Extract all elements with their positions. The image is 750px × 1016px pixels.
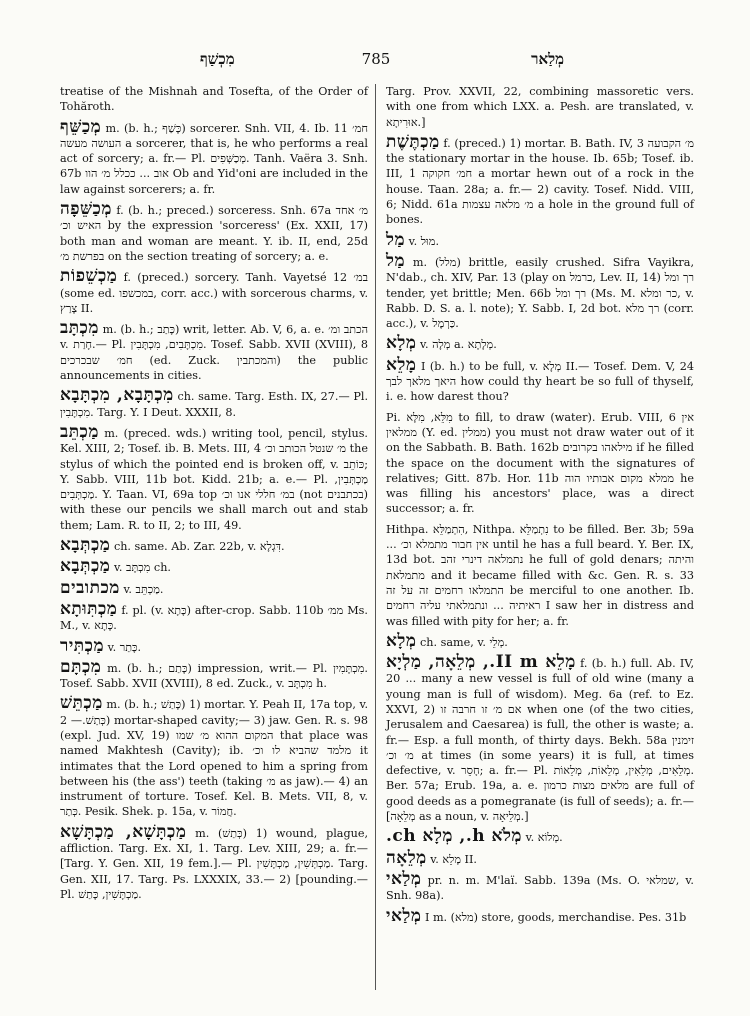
dictionary-entry <box>386 826 694 847</box>
dictionary-entry <box>60 556 368 577</box>
entry-headword: מְכַשֵּׁפָה <box>60 199 112 220</box>
column-divider <box>375 84 376 990</box>
dictionary-entry <box>386 333 694 354</box>
entry-definition: m. (b. h.; כָּתַשׁ) 1) mortar. Y. Peah II, 17a top, v. כְּתַשׁ.— 2) mortar-shaped cavity;— 3) jaw. Gen. R. s. 98 (expl. Jud. XV, 19) המקום ההוא מ׳ שמו that place was named Makhtesh (Cavity); ib. מלמד שהביא לו וכ׳ it intimates that the Lord opened to him a spring from between his (the ass') teeth (taking מ׳ as jaw).— 4) an instrument of torture. Tosef. Kel. B. Mets. VII, 8, v. כְּתַר. Pesik. Shek. p. 15a, v. חֲמוֹר. <box>60 698 369 819</box>
entry-headword: מִכְתָּם <box>60 656 102 677</box>
page-number: 785 <box>361 50 391 68</box>
entry-headword: מַכְתִּוּתָא <box>60 598 118 619</box>
entry-headword: מְלַאי <box>386 905 422 926</box>
entry-definition: v. מַכְתֵּב. <box>123 582 164 596</box>
dictionary-entry <box>386 630 694 651</box>
entry-headword: מְכַשֵּׁף <box>60 116 102 137</box>
entry-definition: v. מְלָה a. מְלָתָא. <box>420 338 497 352</box>
dictionary-entry <box>386 847 694 868</box>
dictionary-entry <box>386 410 694 517</box>
left-entries <box>60 116 369 903</box>
dictionary-entry <box>60 385 368 420</box>
entry-headword: מְלָא <box>386 630 417 651</box>
dictionary-entry <box>60 116 368 197</box>
entry-definition: v. כָּתַר. <box>107 640 142 654</box>
dictionary-entry <box>60 693 369 819</box>
entry-headword: מַכְתֶּשֶׁת <box>386 131 440 152</box>
left-column-intro: treatise of the Mishnah and Tosefta, of the Order of Tohăroth. <box>60 85 368 114</box>
entry-definition: m. (b. h.; כָּשַׁף) sorcerer. Snh. VII, 4. Ib. 11 חמ׳ העושה מעשה a sorcerer, that is, he who performs a real act of sorcery; a. fr.— Pl. מְכַשְּׁפִים. Tanh. Vaëra 3. Snh. 67b אוב ... ככלל מ׳ הוו Ob and Yid'oni are included in the law against sorcerers; a. fr. <box>60 121 368 196</box>
entry-definition: Pi. מִלֵּא, מִלָּא to fill, to draw (water). Erub. VIII, 6 אין ממלאין (Y. ed. ממלין) you must not draw water out of it on the Sabbath. B. Bath. 162b מילאהו בקרובים if he filled the space on the document with the signatures of relatives; Gitt. 87b. Hor. 11b ממלא מקום אבותיו הוה he was filling his ancestors' place, was a direct successor; a. fr. <box>386 410 694 516</box>
entry-headword: מכתובים <box>60 577 120 598</box>
dictionary-entry <box>386 868 694 904</box>
entry-definition: m. (b. h.; כָּתַם) impression, writ.— Pl. מִכְתָּמִין. Tosef. Sabb. XVII (XVIII), 8 ed. Zuck., v. מִכְתָּב h. <box>60 661 368 691</box>
entry-definition: m. (b. h.; כָּתַב) writ, letter. Ab. V, 6, a. e. הכתב ומ׳ v. חָרַת.— Pl. מִכְתָּבִים, מִכְתָּבִין. Tosef. Sabb. XVII (XVIII), 8 חמ׳ שבכרכים (ed. Zuck. והמכתבין) the public announcements in cities. <box>60 323 369 383</box>
entry-definition: m. (כְּתַשׁ) 1) wound, plague, affliction. Targ. Ex. XI, 1. Targ. Lev. XIII, 29; a. fr.— [Targ. Y. Gen. XII, 19 fem.].— Pl. מַכְתְּשִׁין, מַכְתָּשִׁין. Targ. Gen. XII, 17. Targ. Ps. LXXXIX, 33.— 2) [pounding.— Pl. מַכְתָּשִׁין, כָּתַשׁ. <box>60 826 369 901</box>
entry-definition: v. מִכְתָּב ch. <box>113 561 171 575</box>
entry-definition: I (b. h.) to be full, v. מְלָא II.— Tosef. Dem. V, 24 היאך מלאך לבך how could thy heart be so full of thyself, i. e. how darest thou? <box>386 359 694 404</box>
entry-headword: מַל <box>386 229 406 250</box>
dictionary-entry <box>60 266 369 316</box>
entry-headword: מְלָא <box>386 333 417 354</box>
left-column <box>60 84 368 907</box>
entry-definition: v. מָלֵא II. <box>430 852 477 866</box>
right-entries <box>386 131 695 926</box>
dictionary-entry <box>386 250 694 331</box>
entry-definition: ch. same, v. מְלֵי. <box>420 635 508 649</box>
entry-definition: f. (b. h.) full. Ab. IV, 20 ... many a new vessel is full of old wine (many a young man is full of wisdom). Meg. 6a (ref. to Ez. XXVI, 2) אם מ׳ זו חרבה זו when one (of the two cities, Jerusalem and Caesarea) is full, the other is waste; a. fr.— Esp. a full month, of thirty days. Bekh. 58a זימנין מ׳ וכ׳ at times (in some years) it is full, at times defective, v. חָסֵר; a. fr.— Pl. מְלֵאִים, מְלֵאִין, מְלֵאוֹת, מְלֵאוֹת. Ber. 57a; Erub. 19a, a. e. מלאים מצות כרמון are full of good deeds as a pomegranate (is full of seeds); a. fr.— [מְלֵאָה as a noun, v. מְלֵיאָה.] <box>386 657 695 824</box>
entry-headword: מַכְתְּבָא <box>60 535 111 556</box>
dictionary-entry <box>60 318 369 383</box>
dictionary-entry <box>386 354 694 405</box>
dictionary-entry <box>386 229 694 250</box>
header-left-word: מִכְשַׁף <box>200 50 235 68</box>
entry-definition: f. (preced.) 1) mortar. B. Bath. IV, 3 מ׳ הקבועה the stationary mortar in the house. Ib. 65b; Tosef. ib. III, 1 חמ׳ חקוקה a mortar hewn out of a rock in the house. Taan. 28a; a. fr.— 2) cavity. Tosef. Nidd. VIII, 6; Nidd. 61a מ׳ מלאה עצמות a hole in the ground full of bones. <box>386 136 695 227</box>
dictionary-entry <box>386 131 695 228</box>
dictionary-entry <box>386 905 694 926</box>
entry-headword: מְלֵאָה <box>386 847 427 868</box>
dictionary-entry <box>60 421 368 533</box>
entry-definition: f. pl. (v. כָּתָא) after-crop. Sabb. 110b ממ׳ Ms. M., v. כָּתָא. <box>60 603 368 633</box>
dictionary-entry <box>60 577 368 598</box>
entry-headword: מָלֵא <box>386 354 417 375</box>
running-header <box>60 50 692 74</box>
dictionary-entry <box>60 656 368 692</box>
entry-headword: מַכְתִּיר <box>60 635 105 656</box>
entry-headword: מַכְתֵּשׁ <box>60 693 103 714</box>
entry-definition: f. (preced.) sorcery. Tanh. Vayetsé 12 במ׳ (some ed. במכשפו, corr. acc.) with sorcerous charms, v. צָרַץ II. <box>60 271 369 315</box>
entry-definition: f. (b. h.; preced.) sorceress. Snh. 67a מ׳ אחד האיש וכ׳ by the expression 'sorceress' (Ex. XXII, 17) both man and woman are meant. Y. ib. II, end, 25d בפרשת מ׳ on the section treating of sorcery; a. e. <box>60 204 368 263</box>
header-right-word: מְלַאר <box>531 50 564 68</box>
entry-definition: Hithpa. הִתְמַלֵּא, Nithpa. נִתְמַלֵּא to be filled. Ber. 3b; 59a ... אין חבור מתמלא וכ׳ until he has a full beard. Y. Ber. IX, 13d bot. נתמלאה דינרי זהב he full of gold denars; והיתה מתמלאת and it became filled with &c. Gen. R. s. 33 התמלאו רחמים זה על זה be merciful to one another. Ib. ראיתיה ... ונתמלאתי עליה רחמים I saw her in distress and was filled with pity for her; a. fr. <box>386 522 695 628</box>
entry-definition: ch. same. Ab. Zar. 22b, v. דִּגְלָא. <box>113 540 285 554</box>
entry-headword: מְלֹא h., מְלָא ch. <box>386 826 523 847</box>
entry-definition: v. מְלוֹא. <box>525 831 563 845</box>
entry-headword: מִכְתָּבָא, מִכְתָּבָא <box>60 385 174 406</box>
entry-headword: מִכְתָּב <box>60 318 99 339</box>
right-column-intro: Targ. Prov. XXVII, 22, combining massoretic vers. with one from which LXX. a. Pesh. are translated, v. אוּרִיתָא.] <box>386 85 694 129</box>
dictionary-entry <box>60 635 368 656</box>
dictionary-entry <box>386 522 694 629</box>
entry-definition: ch. same. Targ. Esth. IX, 27.— Pl. מִכְתָּבִין. Targ. Y. I Deut. XXXII, 8. <box>60 390 368 419</box>
entry-definition: m. (preced. wds.) writing tool, pencil, stylus. Kel. XIII, 2; Tosef. ib. B. Mets. III, 4 מ׳ שנטל הכותב וכ׳ the stylus of which the pointed end is broken off, v. כּוֹתֵב; Y. Sabb. VIII, 11b bot. Kidd. 21b; a. e.— Pl. מַכְתְּבִין, מַכְתְּבִים. Y. Taan. VI, 69a top במ׳ חללי אנו וכ׳ (not בכתבנים) with these our pencils we shall march out and stab them; Lam. R. to II, 2; to III, 49. <box>60 426 368 532</box>
entry-headword: מַכְתְּבָא <box>60 556 111 577</box>
entry-headword: מַכְתָּשָׁא, מַכְתָּשָׁא <box>60 821 187 842</box>
entry-definition: v. מוּל. <box>408 234 439 248</box>
right-column <box>386 84 694 930</box>
entry-headword: מַל <box>386 250 406 271</box>
dictionary-entry <box>60 598 368 634</box>
entry-headword: מַכְשֵׁפוֹת <box>60 266 118 287</box>
dictionary-entry <box>60 535 368 556</box>
dictionary-entry <box>60 199 368 264</box>
entry-headword: מַכְתֵּב <box>60 421 99 442</box>
entry-headword: מְלַאי <box>386 868 422 889</box>
dictionary-entry <box>386 652 695 824</box>
entry-headword: מָלֵא II m., מְלֵאָה, מַלְיָא <box>386 652 576 673</box>
entry-definition: m. (מלל) brittle, easily crushed. Sifra Vayikra, N'dab., ch. XIV, Par. 13 (play on כרמל, Lev. II, 14) רך ומל tender, yet brittle; Men. 66b רך ומל (Ms. M. כר ומלא, v. Rabb. D. S. a. l. note); Y. Sabb. I, 2d bot. רך מלא (corr. acc.), v. כַּרְמֶל. <box>386 255 694 331</box>
entry-definition: I m. (מלא) store, goods, merchandise. Pes. 31b <box>424 910 687 924</box>
entry-definition: pr. n. m. M'laï. Sabb. 139a (Ms. O. שמלאי, v. Snh. 98a). <box>386 873 694 903</box>
dictionary-entry <box>60 821 369 902</box>
